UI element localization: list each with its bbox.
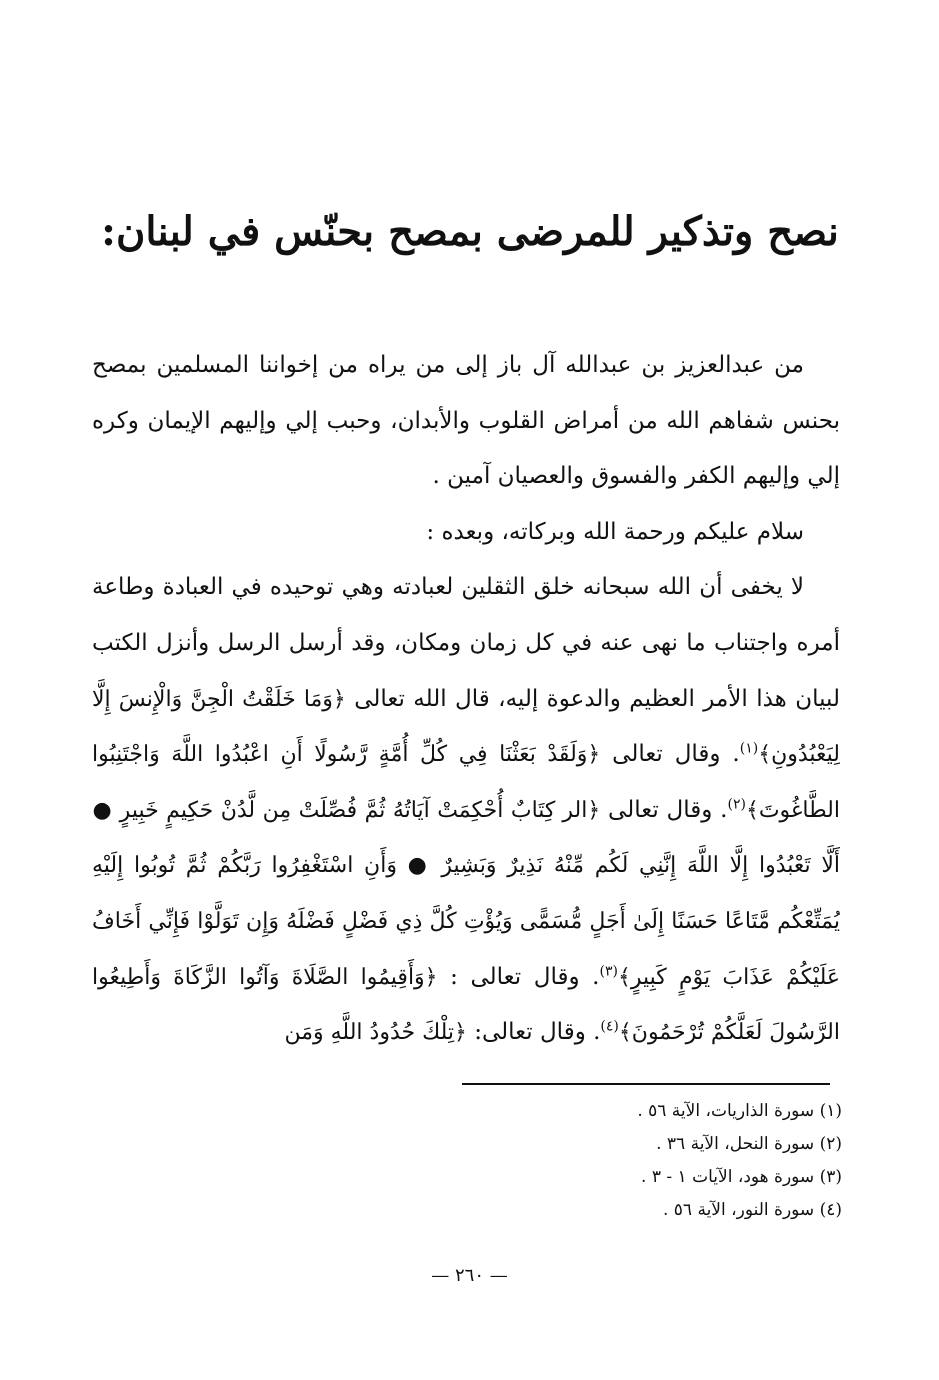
quran-verse-2: ﴿وَلَقَدْ بَعَثْنَا فِي كُلِّ أُمَّةٍ رَّسُولًا أَنِ اعْبُدُوا اللَّهَ وَاجْتَنِبُوا الطَّاغُوتَ﴾ (92, 742, 840, 823)
footnote-2: (٢) سورة النحل، الآية ٣٦ . (656, 1134, 842, 1154)
footnote-4: (٤) سورة النور، الآية ٥٦ . (662, 1200, 842, 1220)
salutation-paragraph: سلام عليكم ورحمة الله وبركاته، وبعده : (426, 518, 804, 545)
footnotes (400, 1095, 842, 1227)
quran-verse-4: ﴿وَأَقِيمُوا الصَّلَاةَ وَآتُوا الزَّكَاةَ وَأَطِيعُوا الرَّسُولَ لَعَلَّكُمْ تُرْحَمُونَ﴾ (92, 964, 840, 1046)
page-number: — ٢٦٠ — (431, 1265, 508, 1286)
quran-verse-3: ﴿الر كِتَابٌ أُحْكِمَتْ آيَاتُهُ ثُمَّ فُصِّلَتْ مِن لَّدُنْ حَكِيمٍ خَبِيرٍ ● أَلَّا تَعْبُدُوا إِلَّا اللَّهَ إِنَّنِي لَكُم مِّنْهُ نَذِيرٌ وَبَشِيرٌ ● وَأَنِ اسْتَغْفِرُوا رَبَّكُمْ ثُمَّ تُوبُوا إِلَيْهِ يُمَتِّعْكُم مَّتَاعًا حَسَنًا إِلَىٰ أَجَلٍ مُّسَمًّى وَيُؤْتِ كُلَّ ذِي فَضْلٍ فَضْلَهُ وَإِن تَوَلَّوْا فَإِنِّي أَخَافُ عَلَيْكُمْ عَذَابَ يَوْمٍ كَبِيرٍ﴾ (92, 797, 840, 990)
footnote-3: (٣) سورة هود، الآيات ١ - ٣ . (641, 1167, 842, 1187)
footnote-ref-1: (١) (739, 740, 759, 757)
quran-verse-1: ﴿وَمَا خَلَقْتُ الْجِنَّ وَالْإِنسَ إِلَّا لِيَعْبُدُونِ﴾ (92, 686, 840, 768)
main-paragraph (92, 560, 840, 1058)
footnote-divider (462, 1083, 830, 1085)
main-text-part-1: لا يخفى أن الله سبحانه خلق الثقلين لعبادته وهي توحيده في العبادة وطاعة أمره واجتناب ما نهى عنه في كل زمان ومكان، وقد أرسل الرسل وأنزل الكتب لبيان هذا الأمر العظيم والدعوة إليه، قال الله تعالى (92, 574, 840, 712)
main-text-part-2: . وقال تعالى (600, 741, 740, 768)
main-text-part-3: . وقال تعالى (600, 796, 728, 823)
main-text-part-5: . وقال تعالى: (466, 1019, 601, 1046)
footnote-ref-3: (٣) (599, 962, 618, 979)
letter-body (92, 338, 840, 1058)
footnote-ref-4: (٤) (600, 1018, 619, 1035)
footnote-ref-2: (٢) (727, 796, 746, 813)
main-text-part-4: . وقال تعالى : (437, 963, 600, 990)
quran-verse-5: ﴿تِلْكَ حُدُودُ اللَّهِ وَمَن (284, 1020, 467, 1046)
greeting-paragraph: من عبدالعزيز بن عبدالله آل باز إلى من يراه من إخواننا المسلمين بمصح بحنس شفاهم الله من أمراض القلوب والأبدان، وحبب إلي وإليهم الإيمان وكره إلي وإليهم الكفر والفسوق والعصيان آمين . (92, 352, 840, 490)
footnote-1: (١) سورة الذاريات، الآية ٥٦ . (637, 1101, 842, 1121)
page-title: نصح وتذكير للمرضى بمصح بحنّس في لبنان: (101, 208, 839, 255)
